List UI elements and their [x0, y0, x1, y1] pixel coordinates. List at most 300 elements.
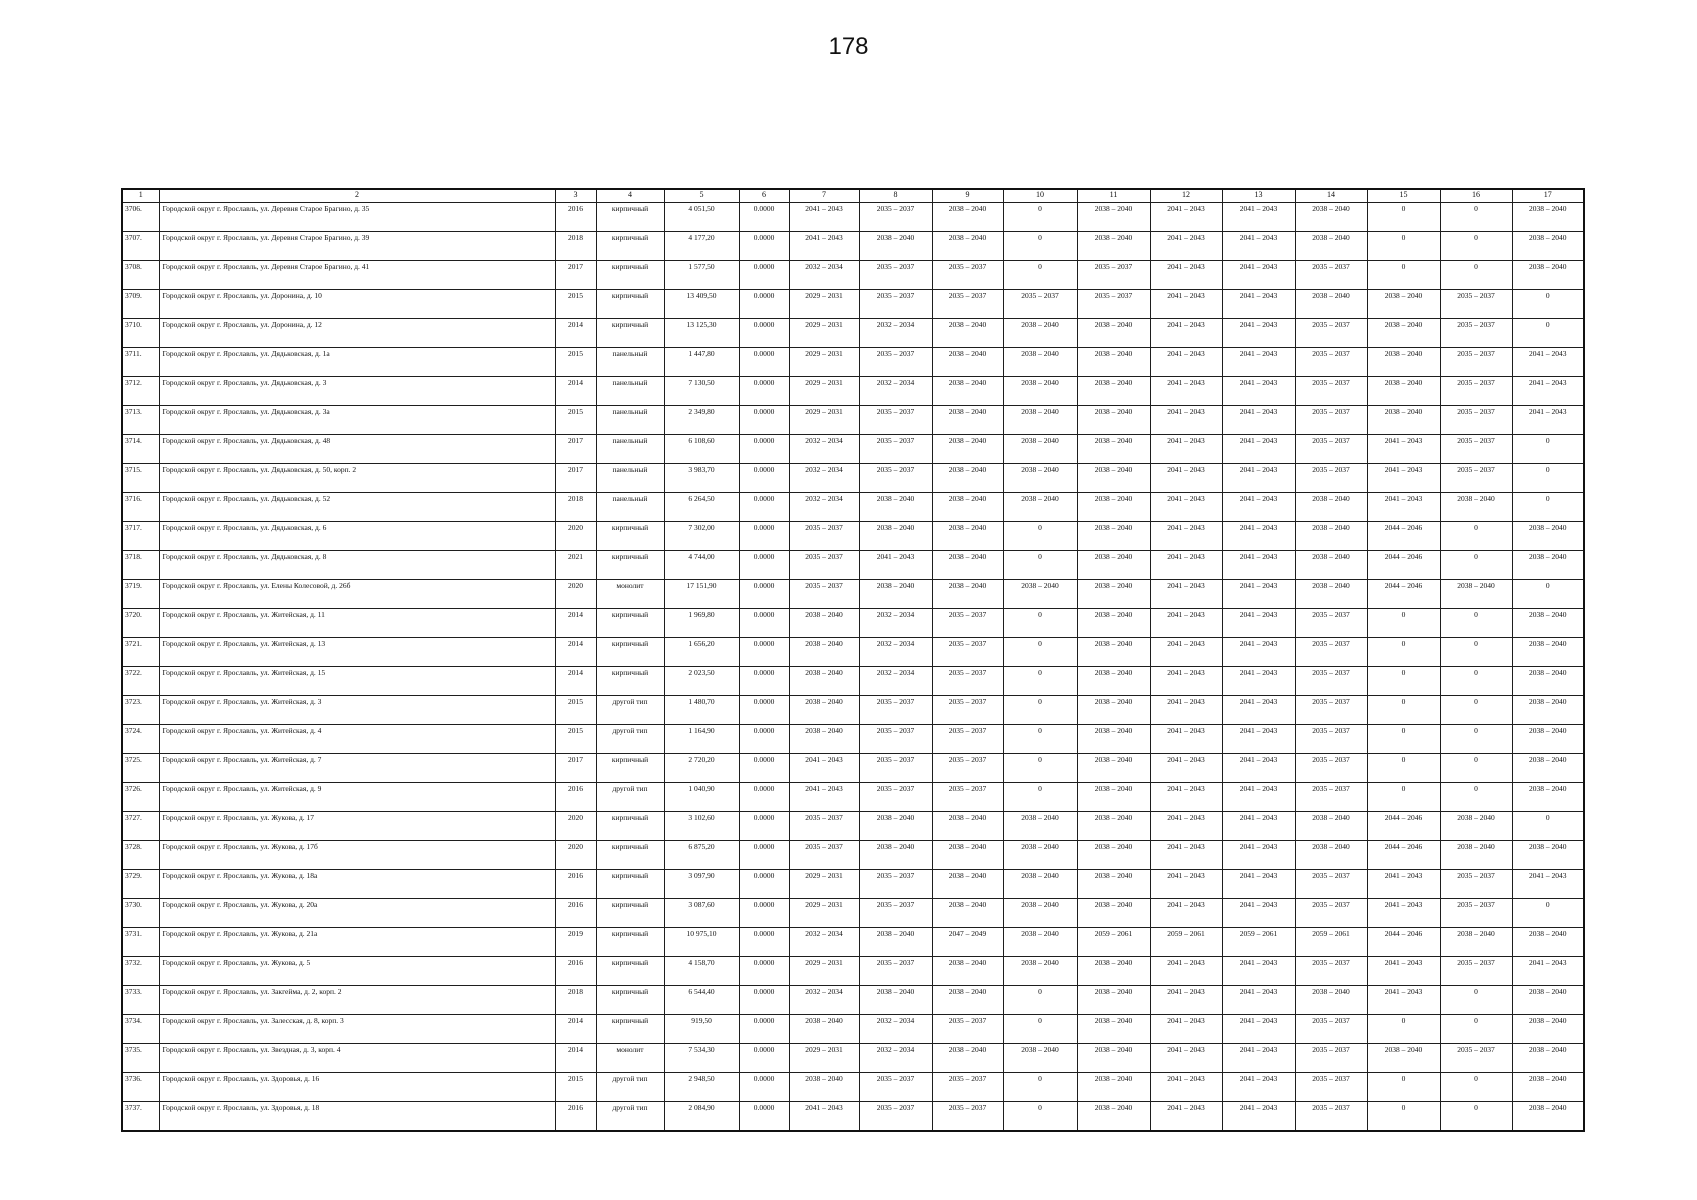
- table-row: [122, 319, 1584, 348]
- table-row: [122, 725, 1584, 754]
- table-cell: 2038 – 2040: [1077, 841, 1150, 870]
- table-cell: 2041 – 2043: [1150, 290, 1222, 319]
- table-cell: 0.0000: [739, 232, 789, 261]
- table-cell: 2038 – 2040: [1512, 1102, 1584, 1132]
- table-cell: 2038 – 2040: [1440, 841, 1512, 870]
- table-cell: 2041 – 2043: [789, 783, 859, 812]
- table-cell: 2029 – 2031: [789, 1044, 859, 1073]
- table-cell: кирпичный: [596, 319, 664, 348]
- table-cell: 2035 – 2037: [789, 841, 859, 870]
- table-cell: 3735.: [122, 1044, 159, 1073]
- table-cell: 0: [1003, 203, 1077, 232]
- table-cell: 2038 – 2040: [1077, 1073, 1150, 1102]
- table-cell: 2038 – 2040: [1512, 986, 1584, 1015]
- table-cell: 2038 – 2040: [859, 232, 932, 261]
- table-cell: 2038 – 2040: [932, 377, 1003, 406]
- table-cell: 4 051,50: [664, 203, 739, 232]
- table-cell: 4 177,20: [664, 232, 739, 261]
- table-cell: 2041 – 2043: [1222, 1015, 1295, 1044]
- table-cell: кирпичный: [596, 203, 664, 232]
- table-cell: 2041 – 2043: [1150, 1044, 1222, 1073]
- table-cell: 0.0000: [739, 783, 789, 812]
- table-cell: 2038 – 2040: [1077, 406, 1150, 435]
- table-cell: 2038 – 2040: [1077, 522, 1150, 551]
- table-cell: 2044 – 2046: [1367, 928, 1440, 957]
- table-cell: 0: [1512, 435, 1584, 464]
- table-cell: 2032 – 2034: [859, 377, 932, 406]
- table-cell: 2038 – 2040: [1077, 232, 1150, 261]
- table-cell: 2035 – 2037: [1295, 667, 1367, 696]
- table-cell: 2016: [555, 957, 596, 986]
- table-body: [122, 203, 1584, 1132]
- table-cell: 3 087,60: [664, 899, 739, 928]
- table-cell: Городской округ г. Ярославль, ул. Жукова, д. 17б: [159, 841, 555, 870]
- table-cell: 2019: [555, 928, 596, 957]
- table-cell: 2041 – 2043: [1367, 493, 1440, 522]
- table-cell: 3706.: [122, 203, 159, 232]
- table-cell: 2 023,50: [664, 667, 739, 696]
- table-cell: 2035 – 2037: [859, 261, 932, 290]
- table-cell: Городской округ г. Ярославль, ул. Дядьковская, д. 6: [159, 522, 555, 551]
- table-cell: 2017: [555, 435, 596, 464]
- table-cell: 3725.: [122, 754, 159, 783]
- table-cell: 3715.: [122, 464, 159, 493]
- table-cell: 2041 – 2043: [1150, 812, 1222, 841]
- table-cell: 0.0000: [739, 957, 789, 986]
- table-cell: 0: [1440, 667, 1512, 696]
- table-cell: 2035 – 2037: [1295, 348, 1367, 377]
- table-cell: 0.0000: [739, 464, 789, 493]
- table-cell: 2041 – 2043: [1150, 870, 1222, 899]
- table-cell: 0.0000: [739, 754, 789, 783]
- table-cell: 2038 – 2040: [1512, 928, 1584, 957]
- table-cell: 2038 – 2040: [1440, 928, 1512, 957]
- table-cell: кирпичный: [596, 870, 664, 899]
- table-row: [122, 406, 1584, 435]
- table-cell: 2041 – 2043: [1222, 261, 1295, 290]
- table-cell: 2035 – 2037: [859, 290, 932, 319]
- table-cell: 2035 – 2037: [859, 870, 932, 899]
- table-cell: 0: [1367, 609, 1440, 638]
- table-cell: 2038 – 2040: [1512, 232, 1584, 261]
- table-cell: 2014: [555, 1044, 596, 1073]
- table-cell: 2038 – 2040: [1077, 319, 1150, 348]
- table-cell: 0: [1367, 261, 1440, 290]
- table-cell: кирпичный: [596, 1015, 664, 1044]
- table-cell: 0: [1003, 725, 1077, 754]
- table-cell: 2035 – 2037: [859, 348, 932, 377]
- table-cell: 2035 – 2037: [1295, 754, 1367, 783]
- table-cell: 2016: [555, 870, 596, 899]
- table-cell: 0.0000: [739, 319, 789, 348]
- table-cell: 2017: [555, 754, 596, 783]
- table-cell: 2035 – 2037: [1295, 899, 1367, 928]
- table-cell: 2032 – 2034: [789, 464, 859, 493]
- table-cell: Городской округ г. Ярославль, ул. Жукова, д. 21а: [159, 928, 555, 957]
- table-cell: 2038 – 2040: [1077, 609, 1150, 638]
- table-row: [122, 870, 1584, 899]
- table-cell: 2038 – 2040: [932, 812, 1003, 841]
- table-cell: кирпичный: [596, 290, 664, 319]
- table-cell: 2059 – 2061: [1150, 928, 1222, 957]
- table-cell: 2018: [555, 232, 596, 261]
- table-cell: 2038 – 2040: [932, 1044, 1003, 1073]
- table-cell: 2038 – 2040: [1512, 551, 1584, 580]
- table-cell: 2029 – 2031: [789, 290, 859, 319]
- table-row: [122, 1044, 1584, 1073]
- table-cell: Городской округ г. Ярославль, ул. Дядьковская, д. 50, корп. 2: [159, 464, 555, 493]
- table-cell: 2041 – 2043: [1150, 377, 1222, 406]
- table-cell: 2038 – 2040: [1003, 870, 1077, 899]
- table-row: [122, 986, 1584, 1015]
- table-cell: 2041 – 2043: [1222, 870, 1295, 899]
- table-cell: 0.0000: [739, 290, 789, 319]
- table-cell: 2038 – 2040: [1440, 493, 1512, 522]
- table-cell: 2029 – 2031: [789, 957, 859, 986]
- table-cell: 3 097,90: [664, 870, 739, 899]
- table-cell: Городской округ г. Ярославль, ул. Звездная, д. 3, корп. 4: [159, 1044, 555, 1073]
- table-cell: 2038 – 2040: [1077, 1015, 1150, 1044]
- table-cell: 2041 – 2043: [1222, 1044, 1295, 1073]
- table-row: [122, 1102, 1584, 1132]
- table-row: [122, 290, 1584, 319]
- table-cell: 2035 – 2037: [1295, 464, 1367, 493]
- table-cell: 2029 – 2031: [789, 319, 859, 348]
- table-cell: 2044 – 2046: [1367, 522, 1440, 551]
- table-cell: 2041 – 2043: [1222, 667, 1295, 696]
- table-cell: кирпичный: [596, 261, 664, 290]
- table-cell: кирпичный: [596, 609, 664, 638]
- table-cell: 2035 – 2037: [1295, 696, 1367, 725]
- table-cell: 2035 – 2037: [932, 609, 1003, 638]
- table-cell: 2041 – 2043: [1222, 377, 1295, 406]
- table-cell: панельный: [596, 348, 664, 377]
- table-cell: 2041 – 2043: [1150, 667, 1222, 696]
- table-cell: 0: [1440, 638, 1512, 667]
- table-cell: 2038 – 2040: [1077, 696, 1150, 725]
- table-cell: 3726.: [122, 783, 159, 812]
- table-cell: 1 164,90: [664, 725, 739, 754]
- table-cell: 2041 – 2043: [1222, 551, 1295, 580]
- table-cell: Городской округ г. Ярославль, ул. Житейская, д. 13: [159, 638, 555, 667]
- table-cell: 2038 – 2040: [1512, 667, 1584, 696]
- table-cell: 0: [1440, 725, 1512, 754]
- table-cell: 2035 – 2037: [1440, 435, 1512, 464]
- table-cell: 0.0000: [739, 899, 789, 928]
- table-cell: 2041 – 2043: [1367, 464, 1440, 493]
- table-cell: 3724.: [122, 725, 159, 754]
- table-cell: 2038 – 2040: [1077, 986, 1150, 1015]
- table-cell: 2016: [555, 899, 596, 928]
- table-cell: 2020: [555, 580, 596, 609]
- table-cell: 2041 – 2043: [1150, 551, 1222, 580]
- table-cell: 2021: [555, 551, 596, 580]
- table-row: [122, 551, 1584, 580]
- table-cell: 2020: [555, 841, 596, 870]
- table-cell: 2038 – 2040: [1003, 348, 1077, 377]
- table-cell: 2035 – 2037: [1295, 638, 1367, 667]
- table-cell: 2032 – 2034: [789, 928, 859, 957]
- table-cell: 0: [1440, 551, 1512, 580]
- table-cell: Городской округ г. Ярославль, ул. Доронина, д. 12: [159, 319, 555, 348]
- table-cell: 2041 – 2043: [789, 203, 859, 232]
- table-cell: Городской округ г. Ярославль, ул. Житейская, д. 9: [159, 783, 555, 812]
- table-cell: 1 480,70: [664, 696, 739, 725]
- table-cell: 2035 – 2037: [859, 957, 932, 986]
- table-cell: 7 534,30: [664, 1044, 739, 1073]
- table-cell: 0: [1367, 754, 1440, 783]
- table-cell: 2035 – 2037: [1295, 870, 1367, 899]
- table-row: [122, 841, 1584, 870]
- table-cell: 2 349,80: [664, 406, 739, 435]
- table-cell: другой тип: [596, 1102, 664, 1132]
- table-cell: 2038 – 2040: [1295, 290, 1367, 319]
- table-cell: 2041 – 2043: [1512, 406, 1584, 435]
- table-cell: 0: [1440, 232, 1512, 261]
- table-cell: 17 151,90: [664, 580, 739, 609]
- table-cell: 0: [1367, 1073, 1440, 1102]
- table-cell: 2038 – 2040: [1512, 754, 1584, 783]
- table-cell: 2017: [555, 464, 596, 493]
- table-cell: 2038 – 2040: [1512, 638, 1584, 667]
- table-cell: 1 040,90: [664, 783, 739, 812]
- table-cell: монолит: [596, 1044, 664, 1073]
- table-cell: 2029 – 2031: [789, 348, 859, 377]
- table-cell: 2038 – 2040: [789, 667, 859, 696]
- table-cell: 3710.: [122, 319, 159, 348]
- table-cell: 3737.: [122, 1102, 159, 1132]
- table-cell: 2038 – 2040: [1512, 522, 1584, 551]
- table-cell: 2044 – 2046: [1367, 841, 1440, 870]
- table-cell: 0: [1003, 667, 1077, 696]
- table-cell: 2041 – 2043: [1222, 406, 1295, 435]
- table-cell: 0.0000: [739, 493, 789, 522]
- table-cell: 2032 – 2034: [859, 1015, 932, 1044]
- table-cell: 2038 – 2040: [1077, 435, 1150, 464]
- table-cell: 0: [1003, 638, 1077, 667]
- table-cell: 2041 – 2043: [1512, 957, 1584, 986]
- column-header: 16: [1440, 189, 1512, 203]
- table-cell: 2038 – 2040: [932, 899, 1003, 928]
- table-cell: 2035 – 2037: [932, 638, 1003, 667]
- table-cell: 2041 – 2043: [1150, 754, 1222, 783]
- table-cell: 2041 – 2043: [1150, 638, 1222, 667]
- table-cell: 2041 – 2043: [1222, 754, 1295, 783]
- table-row: [122, 580, 1584, 609]
- table-cell: 2035 – 2037: [1295, 783, 1367, 812]
- table-cell: Городской округ г. Ярославль, ул. Жукова, д. 20а: [159, 899, 555, 928]
- table-cell: кирпичный: [596, 638, 664, 667]
- table-cell: 2038 – 2040: [1440, 580, 1512, 609]
- table-cell: Городской округ г. Ярославль, ул. Дядьковская, д. 1а: [159, 348, 555, 377]
- table-cell: 4 744,00: [664, 551, 739, 580]
- table-cell: 2035 – 2037: [1295, 377, 1367, 406]
- table-cell: 2035 – 2037: [859, 899, 932, 928]
- table-row: [122, 522, 1584, 551]
- table-cell: 2038 – 2040: [1295, 841, 1367, 870]
- table-cell: 0: [1003, 783, 1077, 812]
- table-cell: 2035 – 2037: [1440, 348, 1512, 377]
- table-cell: 2038 – 2040: [1295, 986, 1367, 1015]
- table-cell: 2041 – 2043: [1367, 986, 1440, 1015]
- table-cell: 1 577,50: [664, 261, 739, 290]
- table-cell: 2035 – 2037: [1295, 319, 1367, 348]
- table-cell: 0.0000: [739, 1044, 789, 1073]
- table-cell: 0: [1003, 1015, 1077, 1044]
- table-cell: 2038 – 2040: [1003, 580, 1077, 609]
- column-header: 9: [932, 189, 1003, 203]
- table-cell: 2038 – 2040: [1077, 812, 1150, 841]
- table-cell: 2035 – 2037: [932, 754, 1003, 783]
- table-cell: 2016: [555, 203, 596, 232]
- table-cell: 2020: [555, 812, 596, 841]
- table-cell: 2041 – 2043: [1222, 580, 1295, 609]
- table-cell: 0.0000: [739, 725, 789, 754]
- column-header: 5: [664, 189, 739, 203]
- table-cell: Городской округ г. Ярославль, ул. Житейская, д. 7: [159, 754, 555, 783]
- table-cell: 2038 – 2040: [1077, 464, 1150, 493]
- table-cell: 2044 – 2046: [1367, 580, 1440, 609]
- table-cell: 2035 – 2037: [1295, 1073, 1367, 1102]
- table-cell: 2041 – 2043: [1222, 319, 1295, 348]
- table-row: [122, 203, 1584, 232]
- table-cell: Городской округ г. Ярославль, ул. Житейская, д. 11: [159, 609, 555, 638]
- table-cell: 2038 – 2040: [1077, 493, 1150, 522]
- table-cell: 3733.: [122, 986, 159, 1015]
- table-cell: 2029 – 2031: [789, 406, 859, 435]
- table-cell: 2038 – 2040: [932, 957, 1003, 986]
- table-cell: 2041 – 2043: [1222, 638, 1295, 667]
- table-cell: 3716.: [122, 493, 159, 522]
- table-cell: 0: [1367, 783, 1440, 812]
- table-cell: 919,50: [664, 1015, 739, 1044]
- column-header: 7: [789, 189, 859, 203]
- table-cell: 2015: [555, 348, 596, 377]
- table-cell: 2035 – 2037: [1440, 899, 1512, 928]
- table-row: [122, 783, 1584, 812]
- table-cell: 0: [1440, 203, 1512, 232]
- table-row: [122, 377, 1584, 406]
- table-cell: 2035 – 2037: [1295, 957, 1367, 986]
- column-header: 8: [859, 189, 932, 203]
- table-cell: 2041 – 2043: [1150, 406, 1222, 435]
- table-cell: кирпичный: [596, 551, 664, 580]
- table-cell: 3714.: [122, 435, 159, 464]
- table-row: [122, 435, 1584, 464]
- table-cell: 2035 – 2037: [932, 696, 1003, 725]
- table-cell: 0.0000: [739, 406, 789, 435]
- table-cell: 2038 – 2040: [1367, 1044, 1440, 1073]
- table-cell: Городской округ г. Ярославль, ул. Здоровья, д. 16: [159, 1073, 555, 1102]
- table-cell: Городской округ г. Ярославль, ул. Здоровья, д. 18: [159, 1102, 555, 1132]
- table-cell: 2041 – 2043: [1150, 609, 1222, 638]
- table-cell: 3736.: [122, 1073, 159, 1102]
- table-cell: 13 409,50: [664, 290, 739, 319]
- table-cell: 2035 – 2037: [1295, 406, 1367, 435]
- table-cell: 2038 – 2040: [1295, 812, 1367, 841]
- table-cell: Городской округ г. Ярославль, ул. Деревня Старое Брагино, д. 39: [159, 232, 555, 261]
- table-cell: 2035 – 2037: [1440, 957, 1512, 986]
- table-cell: 2041 – 2043: [1222, 1102, 1295, 1132]
- table-cell: 0: [1003, 522, 1077, 551]
- table-cell: 2035 – 2037: [1077, 261, 1150, 290]
- table-cell: 2032 – 2034: [859, 609, 932, 638]
- table-cell: 0: [1003, 986, 1077, 1015]
- table-cell: 7 130,50: [664, 377, 739, 406]
- housing-schedule-table-wrapper: [121, 188, 1577, 1132]
- table-cell: 2041 – 2043: [1150, 580, 1222, 609]
- table-cell: 2041 – 2043: [1150, 1073, 1222, 1102]
- table-cell: 2041 – 2043: [1222, 232, 1295, 261]
- table-cell: 13 125,30: [664, 319, 739, 348]
- table-cell: 2041 – 2043: [1150, 696, 1222, 725]
- table-cell: 0.0000: [739, 609, 789, 638]
- table-cell: 2041 – 2043: [1150, 261, 1222, 290]
- table-cell: 2015: [555, 696, 596, 725]
- table-cell: 2038 – 2040: [1077, 551, 1150, 580]
- table-cell: панельный: [596, 464, 664, 493]
- table-cell: 2035 – 2037: [789, 580, 859, 609]
- table-cell: 2038 – 2040: [932, 406, 1003, 435]
- table-cell: Городской округ г. Ярославль, ул. Жукова, д. 5: [159, 957, 555, 986]
- table-cell: 2035 – 2037: [932, 290, 1003, 319]
- table-cell: 0.0000: [739, 696, 789, 725]
- table-cell: 2041 – 2043: [1367, 870, 1440, 899]
- table-cell: 2038 – 2040: [859, 493, 932, 522]
- table-cell: 2041 – 2043: [1222, 725, 1295, 754]
- table-cell: 2038 – 2040: [789, 1015, 859, 1044]
- table-cell: 2035 – 2037: [932, 1015, 1003, 1044]
- table-cell: 0.0000: [739, 1102, 789, 1132]
- table-cell: 2038 – 2040: [932, 493, 1003, 522]
- table-cell: 2035 – 2037: [859, 203, 932, 232]
- table-cell: 2038 – 2040: [932, 986, 1003, 1015]
- table-cell: 2038 – 2040: [1295, 232, 1367, 261]
- column-header: 12: [1150, 189, 1222, 203]
- table-cell: 2041 – 2043: [1150, 522, 1222, 551]
- table-cell: 2041 – 2043: [1222, 522, 1295, 551]
- table-cell: панельный: [596, 435, 664, 464]
- table-cell: 2041 – 2043: [1512, 348, 1584, 377]
- table-cell: 2038 – 2040: [859, 522, 932, 551]
- table-cell: 0: [1440, 1073, 1512, 1102]
- table-cell: Городской округ г. Ярославль, ул. Закгейма, д. 2, корп. 2: [159, 986, 555, 1015]
- table-cell: 10 975,10: [664, 928, 739, 957]
- table-cell: 0: [1367, 638, 1440, 667]
- column-header: 6: [739, 189, 789, 203]
- table-cell: 0: [1003, 754, 1077, 783]
- table-cell: 2035 – 2037: [789, 812, 859, 841]
- table-cell: 2041 – 2043: [1222, 841, 1295, 870]
- table-cell: 0: [1512, 493, 1584, 522]
- table-cell: 2038 – 2040: [1295, 580, 1367, 609]
- table-cell: 0.0000: [739, 580, 789, 609]
- table-cell: кирпичный: [596, 667, 664, 696]
- table-cell: кирпичный: [596, 986, 664, 1015]
- table-cell: 2038 – 2040: [789, 609, 859, 638]
- table-cell: 2035 – 2037: [1077, 290, 1150, 319]
- table-cell: 2041 – 2043: [1222, 435, 1295, 464]
- table-cell: 2038 – 2040: [1003, 812, 1077, 841]
- table-cell: 2035 – 2037: [932, 783, 1003, 812]
- table-cell: панельный: [596, 377, 664, 406]
- table-cell: 2059 – 2061: [1077, 928, 1150, 957]
- table-cell: 0.0000: [739, 551, 789, 580]
- table-row: [122, 493, 1584, 522]
- table-cell: 2015: [555, 725, 596, 754]
- table-cell: 2038 – 2040: [1003, 841, 1077, 870]
- table-cell: 2038 – 2040: [932, 203, 1003, 232]
